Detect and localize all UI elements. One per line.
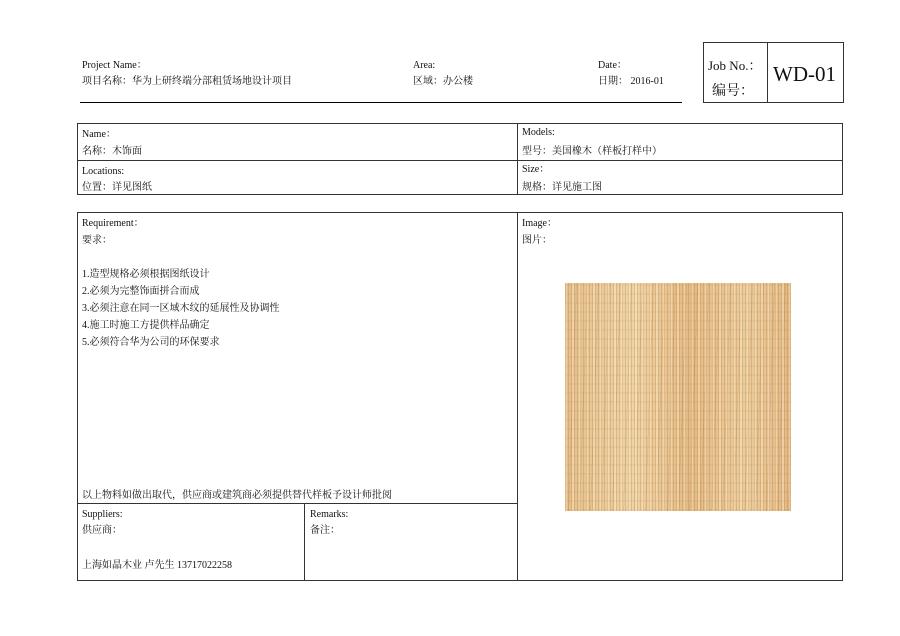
- requirement-item: 3.必须注意在同一区域木纹的延展性及协调性: [82, 303, 280, 314]
- remarks-label-cn: 备注：: [310, 525, 340, 536]
- header-underline: [80, 102, 682, 103]
- job-no-label-cn: 编号：: [712, 84, 754, 99]
- info-table-row-divider: [77, 160, 843, 161]
- requirement-item: 4.施工时施工方提供样品确定: [82, 320, 210, 331]
- info-table-divider: [517, 123, 518, 195]
- project-name-label: Project Name：: [82, 60, 147, 71]
- date-label: Date：: [598, 60, 627, 71]
- requirement-item: 2.必须为完整饰面拼合而成: [82, 286, 200, 297]
- job-no-divider: [767, 42, 768, 103]
- models-value: 型号：美国橡木（样板打样中）: [522, 146, 662, 157]
- substitution-note: 以上物料如做出取代，供应商或建筑商必须提供替代样板予设计师批阅: [82, 490, 392, 501]
- area-value: 区域：办公楼: [413, 76, 473, 87]
- suppliers-remarks-divider: [304, 503, 305, 581]
- suppliers-label: Suppliers:: [82, 509, 123, 520]
- remarks-label: Remarks:: [310, 509, 349, 520]
- supplier-contact: 上海如晶木业 卢先生 13717022258: [82, 560, 232, 571]
- locations-label: Locations:: [82, 166, 125, 177]
- oak-wood-sample-image: [565, 283, 791, 511]
- requirement-item: 5.必须符合华为公司的环保要求: [82, 337, 220, 348]
- job-no-label: Job No.：: [708, 58, 762, 73]
- locations-value: 位置：详见图纸: [82, 182, 152, 193]
- image-label-cn: 图片：: [522, 235, 552, 246]
- suppliers-label-cn: 供应商：: [82, 525, 122, 536]
- requirement-item: 1.造型规格必须根据图纸设计: [82, 269, 210, 280]
- info-table: [77, 123, 843, 195]
- size-value: 规格：详见施工图: [522, 182, 602, 193]
- models-label: Models:: [522, 127, 555, 138]
- image-label: Image：: [522, 218, 557, 229]
- job-no-value: WD-01: [773, 62, 836, 86]
- name-label: Name：: [82, 129, 116, 140]
- requirement-image-divider: [517, 212, 518, 581]
- area-label: Area:: [413, 60, 436, 71]
- requirement-label: Requirement：: [82, 218, 144, 229]
- date-value: 日期： 2016-01: [598, 76, 664, 87]
- requirement-label-cn: 要求：: [82, 235, 112, 246]
- project-name-value: 项目名称：华为上研终端分部租赁场地设计项目: [82, 76, 292, 87]
- size-label: Size：: [522, 164, 550, 175]
- name-value: 名称：木饰面: [82, 146, 142, 157]
- suppliers-row-divider: [77, 503, 518, 504]
